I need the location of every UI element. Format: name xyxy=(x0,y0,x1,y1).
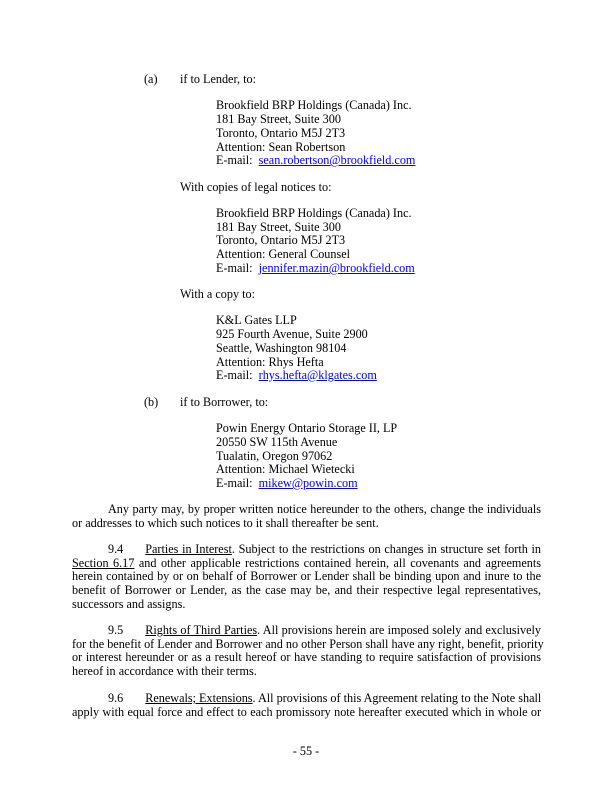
borrower-name: Powin Energy Ontario Storage II, LP xyxy=(216,421,398,435)
copy-name: K&L Gates LLP xyxy=(216,313,297,327)
page-number: - 55 - xyxy=(292,744,320,758)
email-label: E-mail: xyxy=(216,261,253,275)
legal-attention: Attention: General Counsel xyxy=(216,247,351,261)
section-line xyxy=(72,624,541,638)
lender-marker: (a) xyxy=(144,72,158,86)
email-label: E-mail: xyxy=(216,368,253,382)
section-9-5 xyxy=(72,623,544,679)
section-title: Renewals; Extensions xyxy=(145,691,253,705)
legal-copies-heading: With copies of legal notices to: xyxy=(180,180,332,194)
section-number: 9.6 xyxy=(108,691,124,705)
section-text: . All provisions of this Agreement relating to the Note shall xyxy=(252,691,542,705)
lender-city: Toronto, Ontario M5J 2T3 xyxy=(216,126,346,140)
section-number: 9.4 xyxy=(108,542,124,556)
section-line: benefit of Borrower or Lender, as the case may be, and their respective legal representatives, xyxy=(72,583,541,598)
legal-city: Toronto, Ontario M5J 2T3 xyxy=(216,233,346,247)
section-line xyxy=(72,557,541,571)
legal-name: Brookfield BRP Holdings (Canada) Inc. xyxy=(216,206,412,220)
copy-attention: Attention: Rhys Hefta xyxy=(216,355,324,369)
section-9-6 xyxy=(72,692,541,719)
section-text: . Subject to the restrictions on changes in structure set forth in xyxy=(231,542,541,556)
email-label: E-mail: xyxy=(216,476,253,490)
copy-email-row xyxy=(216,368,377,382)
lender-attention: Attention: Sean Robertson xyxy=(216,140,346,154)
section-line xyxy=(72,692,541,706)
section-line: for the benefit of Lender and Borrower and no other Person shall have any right, benefit, priority xyxy=(72,636,544,651)
borrower-city: Tualatin, Oregon 97062 xyxy=(216,449,333,463)
section-title: Rights of Third Parties xyxy=(145,623,258,637)
notice-line: Any party may, by proper written notice hereunder to the others, change the individuals xyxy=(108,502,541,516)
lender-email-link[interactable]: sean.robertson@brookfield.com xyxy=(258,153,416,167)
section-9-4 xyxy=(72,543,541,612)
borrower-street: 20550 SW 115th Avenue xyxy=(216,435,338,449)
legal-email-link[interactable]: jennifer.mazin@brookfield.com xyxy=(258,261,415,275)
section-line: apply with equal force and effect to each promissory note hereafter executed which in whole or xyxy=(72,704,541,719)
copy-heading: With a copy to: xyxy=(180,287,255,301)
borrower-heading: if to Borrower, to: xyxy=(180,395,269,409)
section-title: Parties in Interest xyxy=(145,542,232,556)
section-text: and other applicable restrictions contained herein, all covenants and agreements xyxy=(134,555,541,570)
section-line: hereof in accordance with their terms. xyxy=(72,664,257,679)
section-line: successors and assigns. xyxy=(72,596,186,611)
section-text: . All provisions herein are imposed solely and exclusively xyxy=(257,623,542,637)
lender-email-row xyxy=(216,153,415,167)
copy-street: 925 Fourth Avenue, Suite 2900 xyxy=(216,327,368,341)
legal-street: 181 Bay Street, Suite 300 xyxy=(216,220,341,234)
borrower-email-link[interactable]: mikew@powin.com xyxy=(258,476,358,490)
section-number: 9.5 xyxy=(108,623,124,637)
lender-street: 181 Bay Street, Suite 300 xyxy=(216,112,341,126)
email-label: E-mail: xyxy=(216,153,253,167)
section-reference: Section 6.17 xyxy=(72,555,135,570)
legal-email-row xyxy=(216,261,415,275)
borrower-attention: Attention: Michael Wietecki xyxy=(216,462,355,476)
notice-line: or addresses to which such notices to it shall thereafter be sent. xyxy=(72,515,379,530)
copy-city: Seattle, Washington 98104 xyxy=(216,341,347,355)
section-line: herein contained by or on behalf of Borrower or Lender shall be binding upon and inure to the xyxy=(72,569,541,584)
borrower-marker: (b) xyxy=(144,395,159,409)
section-line: or interest hereunder or as a result hereof or have standing to require satisfaction of provisions xyxy=(72,650,541,665)
lender-heading: if to Lender, to: xyxy=(180,72,256,86)
borrower-email-row xyxy=(216,476,358,490)
notice-paragraph xyxy=(72,503,541,530)
copy-email-link[interactable]: rhys.hefta@klgates.com xyxy=(258,368,377,382)
lender-name: Brookfield BRP Holdings (Canada) Inc. xyxy=(216,98,412,112)
section-line xyxy=(72,543,541,557)
